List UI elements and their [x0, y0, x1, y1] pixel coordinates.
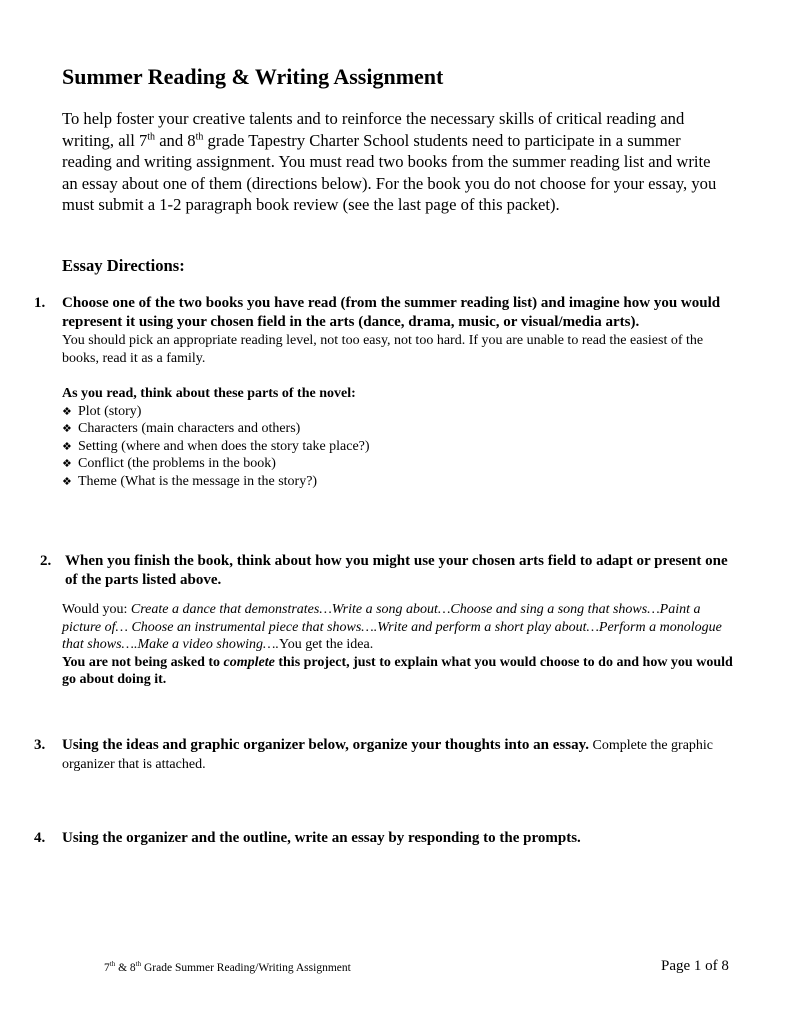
step-examples: Would you: Create a dance that demonstrates…Write a song about…Choose and sing a song that shows…Paint a picture of… Choose an instrumental piece that shows….Write and perform a short play about…Perform a monologue that shows….Make a video showing….You get the idea. You are not being asked to complete this project, just to explain what you would choose to do and how you would go about doing it.: [62, 602, 733, 687]
step-2: [40, 552, 734, 689]
diamond-bullet-icon: ❖: [62, 457, 72, 470]
list-heading: As you read, think about these parts of the novel:: [62, 386, 356, 401]
step-note: You should pick an appropriate reading level, not too easy, not too hard. If you are unable to read the easiest of the books, read it as a family.: [62, 333, 704, 366]
intro-text-2: and 8: [155, 130, 196, 150]
intro-text-1: To help foster your creative talents and to reinforce the necessary skills of critical reading and writing, all 7: [62, 109, 685, 150]
step-4: [34, 829, 734, 848]
intro-superscript-2: th: [195, 131, 204, 143]
novel-parts-list: [62, 403, 734, 491]
list-item: ❖ Characters (main characters and others): [62, 421, 301, 436]
intro-text-3: grade Tapestry Charter School students need to participate in a summer reading and writing assignment. You must read two books from the summer reading list and write an essay about one of them (directions below). For the book you do not choose for your essay, you must submit a 1-2 paragraph book review (see the last page of this packet).: [62, 130, 717, 215]
diamond-bullet-icon: ❖: [62, 439, 72, 453]
diamond-bullet-icon: ❖: [62, 422, 72, 435]
list-item: ❖ Theme (What is the message in the story?): [62, 473, 318, 489]
step-number: 3.: [34, 737, 46, 753]
step-question: When you finish the book, think about how you might use your chosen arts field to adapt or present one of the parts listed above.: [65, 553, 728, 588]
step-3: [34, 736, 734, 774]
page-title: Summer Reading & Writing Assignment: [62, 64, 444, 89]
list-item: ❖ Conflict (the problems in the book): [62, 456, 276, 471]
step-number: 2.: [40, 553, 52, 569]
step-number: 4.: [34, 830, 46, 846]
step-number: 1.: [34, 295, 46, 311]
intro-paragraph: [62, 108, 730, 216]
diamond-bullet-icon: ❖: [62, 474, 72, 488]
step-question: Choose one of the two books you have read (from the summer reading list) and imagine how you would represent it using your chosen field in the arts (dance, drama, music, or visual/media arts).: [62, 295, 721, 330]
list-item: ❖ Plot (story): [62, 403, 142, 419]
step-question: Using the organizer and the outline, write an essay by responding to the prompts.: [62, 830, 581, 846]
diamond-bullet-icon: ❖: [62, 404, 72, 418]
intro-superscript-1: th: [147, 131, 156, 143]
essay-directions-heading: Essay Directions:: [62, 256, 185, 275]
step-note: Complete the graphic organizer that is attached.: [62, 738, 714, 772]
step-1: [34, 294, 734, 490]
step-question: Using the ideas and graphic organizer below, organize your thoughts into an essay.: [62, 737, 589, 753]
footer-doc-title: 7th & 8th Grade Summer Reading/Writing Assignment: [104, 960, 351, 974]
page-number: Page 1 of 8: [661, 958, 729, 974]
list-item: ❖ Setting (where and when does the story take place?): [62, 438, 370, 454]
